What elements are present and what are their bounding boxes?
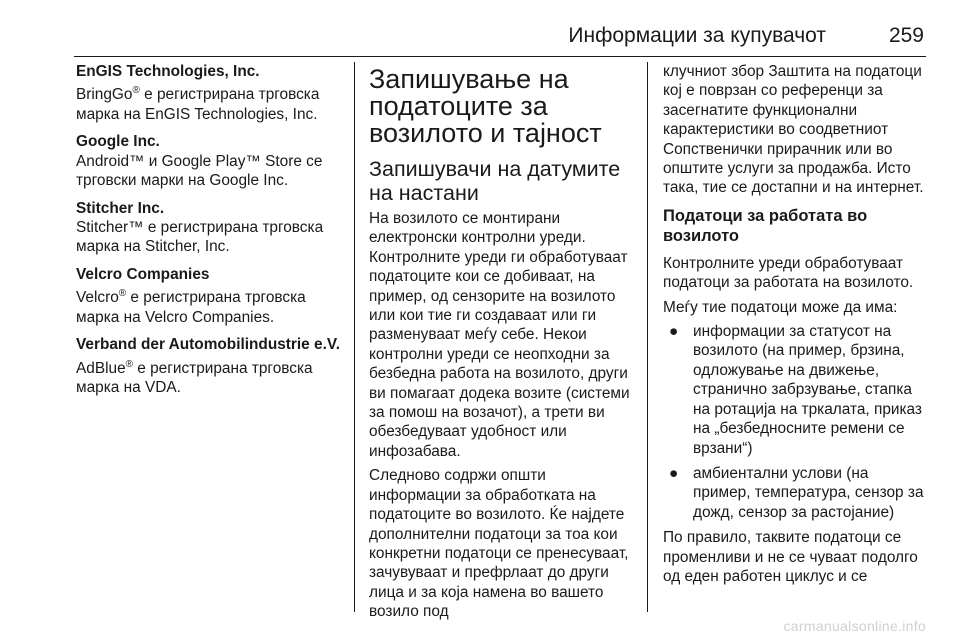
section-heading: Запишување на податоците за возилото и тајност [369, 64, 602, 148]
column-divider-1 [354, 62, 355, 612]
list-item-text: амбиентални услови (на пример, температура, сензор за дожд, сензор за растојание) [693, 464, 924, 521]
company-name: Verband der Automobilindustrie e.V. [76, 336, 340, 354]
trademark-entry [76, 335, 342, 397]
column-divider-2 [647, 62, 648, 612]
company-name: Velcro Companies [76, 265, 210, 283]
bullet-icon: ● [669, 323, 679, 341]
body-paragraph: По правило, таквите податоци се променливи и не се чуваат подолго од еден работен циклус и се [663, 529, 918, 585]
list-item-text: информации за статусот на возилото (на пример, брзина, одложување на движење, странично забрзување, стапка на ротација на тркалата, приказ на „безбедносните ремени се врзани“) [693, 323, 922, 457]
trademark-text: AdBlue® е регистрирана трговска марка на VDA. [76, 358, 313, 397]
column-data-recording [369, 62, 635, 627]
bullet-icon: ● [669, 464, 679, 482]
subsection-heading: Податоци за работата во возилото [663, 206, 868, 245]
header-rule [74, 56, 926, 57]
bullet-list [663, 322, 929, 522]
body-paragraph: Следново содржи општи информации за обработката на податоците во возилото. Ќе најдете дополнителни податоци за тоа кои конкретни податоци се пренесуваат, зачувуваат и префрлаат до други лица и за која намена во вашето возило под [369, 467, 629, 621]
company-name: EnGIS Technologies, Inc. [76, 63, 260, 80]
trademark-text: BringGo® е регистрирана трговска марка на EnGIS Technologies, Inc. [76, 85, 320, 123]
registered-mark: ® [125, 358, 134, 370]
page-header-title: Информации за купувачот [568, 24, 826, 47]
registered-mark: ® [118, 288, 127, 300]
trademark-entry [76, 199, 342, 257]
body-paragraph: На возилото се монтирани електронски контролни уреди. Контролните уреди ги обработуваат податоците кои се добиваат, на пример, од сензорите на возилото или кои тие ги создаваат или ги разменуваат меѓу себе. Некои контролни уреди се неопходни за безбедна работа на возилото, други ви помагаат додека возите (системи за помош на возачот), а трети ви обезбедуваат удобност или инфозабава. [369, 210, 630, 460]
page-number: 259 [888, 24, 924, 47]
list-item [663, 464, 929, 522]
trademark-entry [76, 132, 342, 190]
company-name: Stitcher Inc. [76, 199, 165, 217]
watermark: carmanualsonline.info [783, 618, 926, 634]
trademark-text: Velcro® е регистрирана трговска марка на Velcro Companies. [76, 288, 306, 326]
body-paragraph: Меѓу тие податоци може да има: [663, 298, 898, 316]
body-paragraph: Контролните уреди обработуваат податоци за работата на возилото. [663, 254, 914, 292]
registered-mark: ® [132, 85, 140, 97]
subsection-heading: Запишувачи на датумите на настани [369, 157, 621, 205]
company-name: Google Inc. [76, 133, 160, 151]
trademark-text: Stitcher™ е регистрирана трговска марка на Stitcher, Inc. [76, 218, 324, 256]
trademark-text: Android™ и Google Play™ Store се трговски марки на Google Inc. [76, 152, 323, 190]
list-item [663, 322, 929, 458]
trademark-entry [76, 265, 342, 327]
trademark-entry [76, 62, 342, 124]
column-operating-data [663, 62, 929, 591]
page-header [34, 20, 926, 60]
column-trademarks [76, 62, 342, 405]
body-paragraph-continued: клучниот збор Заштита на податоци кој е поврзан со референци за засегнатите функционални карактеристики во соодветниот Сопственички прирачник или во општите услуги за продажба. Исто така, тие се достапни и на интернет. [663, 63, 924, 197]
